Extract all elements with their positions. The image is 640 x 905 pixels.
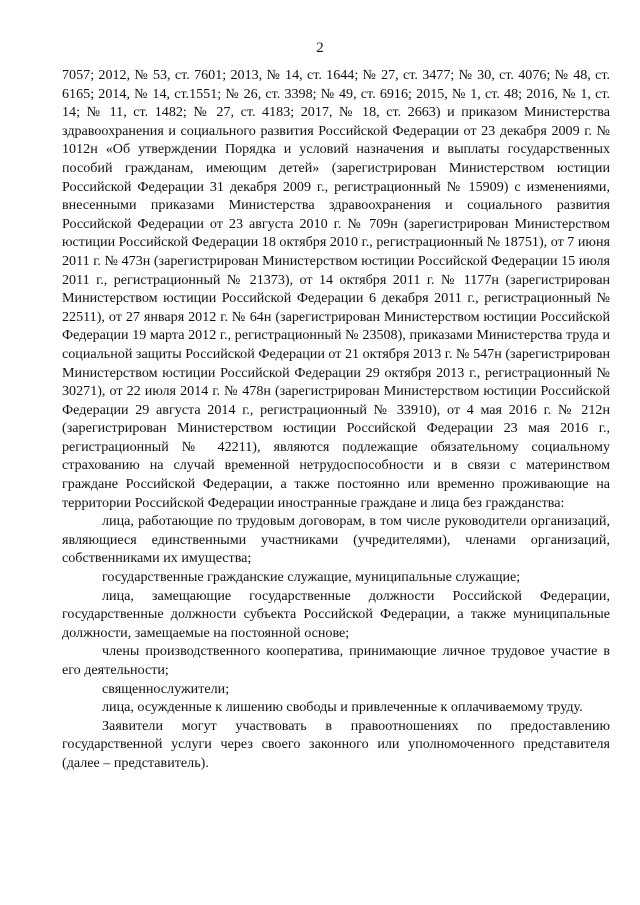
paragraph-list-item: члены производственного кооператива, принимающие личное трудовое участие в его деятельности; [62,643,610,678]
paragraph-legal-basis: 7057; 2012, № 53, ст. 7601; 2013, № 14, ст. 1644; № 27, ст. 3477; № 30, ст. 4076; № 48, ст. 6165; 2014, № 14, ст.1551; № 26, ст. 3398; № 49, ст. 6916; 2015, № 1, ст. 48; 2016, № 1, ст. 14; № 11, ст. 1482; № 27, ст. 4183; 2017, № 18, ст. 2663) и приказом Министерства здравоохранения и социального развития Российской Федерации от 23 декабря 2009 г. № 1012н «Об утверждении Порядка и условий назначения и выплаты государственных пособий гражданам, имеющим детей» (зарегистрирован Министерством юстиции Российской Федерации 31 декабря 2009 г., регистрационный № 15909) с изменениями, внесенными приказами Министерства здравоохранения и социального развития Российской Федерации от 23 августа 2010 г. № 709н (зарегистрирован Министерством юстиции Российской Федерации 18 октября 2010 г., регистрационный № 18751), от 7 июня 2011 г. № 473н (зарегистрирован Министерством юстиции Российской Федерации 15 июля 2011 г., регистрационный № 21373), от 14 октября 2011 г. № 1177н (зарегистрирован Министерством юстиции Российской Федерации 6 декабря 2011 г., регистрационный № 22511), от 27 января 2012 г. № 64н (зарегистрирован Министерством юстиции Российской Федерации 19 марта 2012 г., регистрационный № 23508), приказами Министерства труда и социальной защиты Российской Федерации от 21 октября 2013 г. № 547н (зарегистрирован Министерством юстиции Российской Федерации 29 октября 2013 г., регистрационный № 30271), от 22 июля 2014 г. № 478н (зарегистрирован Министерством юстиции Российской Федерации 29 августа 2014 г., регистрационный № 33910), от 4 мая 2016 г. № 212н (зарегистрирован Министерством юстиции Российской Федерации 23 мая 2016 г., регистрационный № 42211), являются подлежащие обязательному социальному страхованию на случай временной нетрудоспособности и в связи с материнством граждане Российской Федерации, а также постоянно или временно проживающие на территории Российской Федерации иностранные граждане и лица без гражданства: [62,67,610,511]
paragraph-list-item: государственные гражданские служащие, муниципальные служащие; [102,569,521,586]
paragraph-representatives: Заявители могут участвовать в правоотношениях по предоставлению государственной услуги через своего законного или уполномоченного представителя (далее – представитель). [62,717,610,771]
page-number: 2 [316,40,324,56]
paragraph-list-item: лица, осужденные к лишению свободы и привлеченные к оплачиваемому труду. [102,699,583,716]
body-text [62,66,610,773]
paragraph-list-item: лица, работающие по трудовым договорам, в том числе руководители организаций, являющиеся единственными участниками (учредителями), членами организаций, собственниками их имущества; [62,513,610,567]
paragraph-list-item: лица, замещающие государственные должности Российской Федерации, государственные должности субъекта Российской Федерации, а также муниципальные должности, замещаемые на постоянной основе; [62,587,610,641]
paragraph-list-item: священнослужители; [102,680,230,697]
